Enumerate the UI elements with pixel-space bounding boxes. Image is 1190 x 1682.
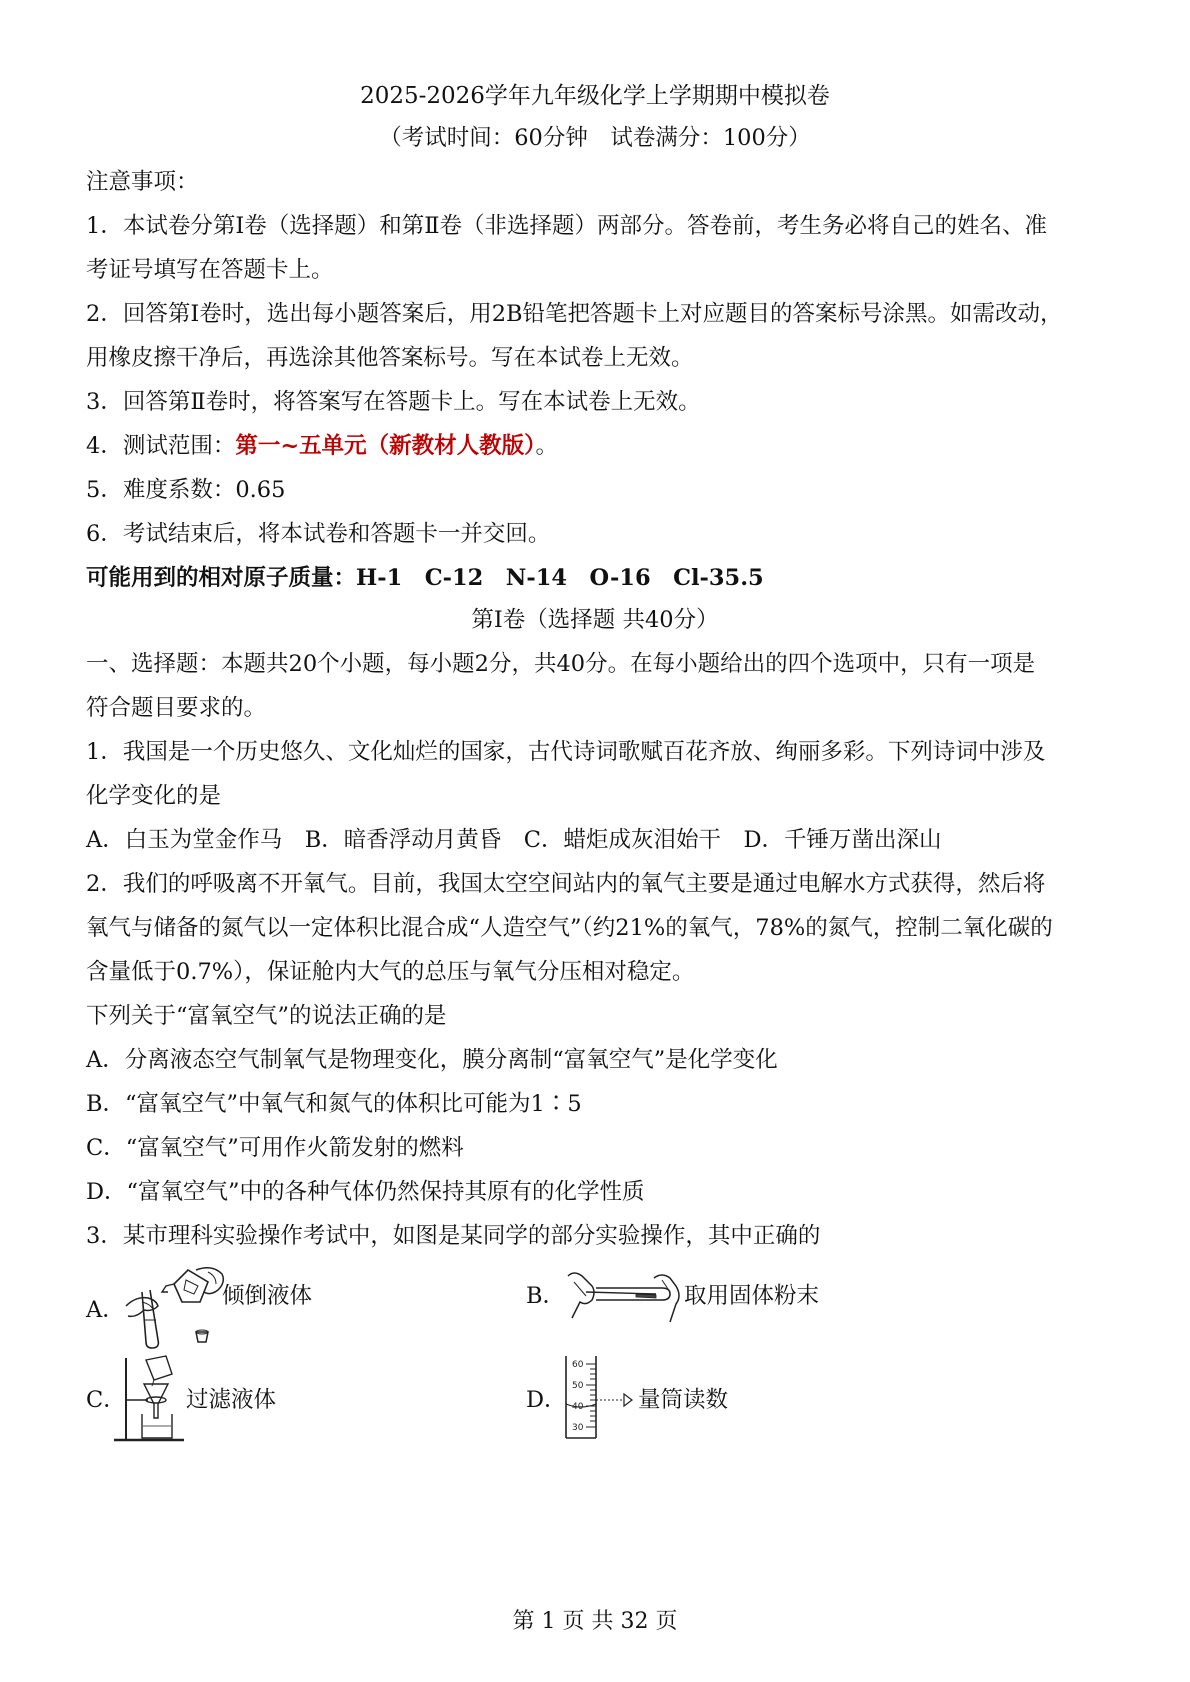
q3-option-b-letter: B． [526,1283,566,1309]
section1-heading: 第Ⅰ卷（选择题 共40分） [471,607,719,633]
q2-option-a: A．分离液态空气制氧气是物理变化，膜分离制“富氧空气”是化学变化 [86,1047,778,1073]
exam-subtitle: （考试时间：60分钟 试卷满分：100分） [379,125,811,151]
q3-option-c-letter: C． [86,1387,126,1413]
q3-option-b-label: 取用固体粉末 [684,1283,820,1309]
notice-item-6: 6．考试结束后，将本试卷和答题卡一并交回。 [86,521,551,547]
notice-item-1b: 考证号填写在答题卡上。 [86,257,334,283]
q1-stem-b: 化学变化的是 [86,783,222,809]
section1-instructions-b: 符合题目要求的。 [86,695,267,721]
q2-option-d: D．“富氧空气”中的各种气体仍然保持其原有的化学性质 [86,1179,645,1205]
q1-options: A．白玉为堂金作马 B．暗香浮动月黄昏 C．蜡炬成灰泪始干 D．千锤万凿出深山 [86,827,942,853]
section1-instructions-a: 一、选择题：本题共20个小题，每小题2分，共40分。在每小题给出的四个选项中，只有一项是 [86,651,1036,677]
q2-stem-a: 2．我们的呼吸离不开氧气。目前，我国太空空间站内的氧气主要是通过电解水方式获得，然后将 [86,871,1046,897]
atomic-mass-line: 可能用到的相对原子质量：H-1 C-12 N-14 O-16 Cl-35.5 [86,565,764,591]
page-footer: 第 1 页 共 32 页 [512,1609,678,1634]
notice-item-4-suffix: 。 [535,433,558,459]
q3-stem: 3．某市理科实验操作考试中，如图是某同学的部分实验操作，其中正确的 [86,1223,821,1249]
q2-stem-b: 氧气与储备的氮气以一定体积比混合成“人造空气”（约21%的氧气，78%的氮气，控制二氧化碳的 [86,915,1053,941]
cylinder-tick-50: 50 [572,1381,584,1391]
cylinder-reading-figure [562,1354,638,1440]
q3-option-d-letter: D． [526,1387,567,1413]
notice-item-4-prefix: 4．测试范围： [86,433,236,459]
q3-option-a-label: 倾倒液体 [222,1283,313,1309]
q2-stem-c: 含量低于0.7%），保证舱内大气的总压与氧气分压相对稳定。 [86,959,695,985]
notice-item-2a: 2．回答第Ⅰ卷时，选出每小题答案后，用2B铅笔把答题卡上对应题目的答案标号涂黑。如需改动， [86,301,1063,327]
test-range: 第一~五单元（新教材人教版） [235,433,536,459]
q2-option-c: C．“富氧空气”可用作火箭发射的燃料 [86,1135,464,1161]
q1-stem-a: 1．我国是一个历史悠久、文化灿烂的国家，古代诗词歌赋百花齐放、绚丽多彩。下列诗词中涉及 [86,739,1046,765]
notice-item-2b: 用橡皮擦干净后，再选涂其他答案标号。写在本试卷上无效。 [86,345,694,371]
pouring-liquid-figure [122,1262,234,1350]
notice-item-1a: 1．本试卷分第Ⅰ卷（选择题）和第Ⅱ卷（非选择题）两部分。答卷前，考生务必将自己的姓名、准 [86,213,1047,239]
q3-option-a-letter: A． [86,1297,125,1323]
q3-option-c-label: 过滤液体 [186,1387,277,1413]
cylinder-tick-60: 60 [572,1360,584,1370]
filtering-figure [112,1354,188,1446]
taking-powder-figure [566,1266,684,1326]
exam-title: 2025-2026学年九年级化学上学期期中模拟卷 [360,83,830,109]
q2-stem-d: 下列关于“富氧空气”的说法正确的是 [86,1003,447,1029]
cylinder-tick-30: 30 [572,1423,584,1433]
notice-item-4 [86,430,1104,462]
q2-option-b: B．“富氧空气”中氧气和氮气的体积比可能为1∶5 [86,1091,582,1117]
notice-heading: 注意事项： [86,169,199,195]
notice-item-3: 3．回答第Ⅱ卷时，将答案写在答题卡上。写在本试卷上无效。 [86,389,701,415]
cylinder-tick-40: 40 [572,1402,584,1412]
notice-item-5: 5．难度系数：0.65 [86,477,286,503]
q3-option-d-label: 量筒读数 [638,1387,729,1413]
